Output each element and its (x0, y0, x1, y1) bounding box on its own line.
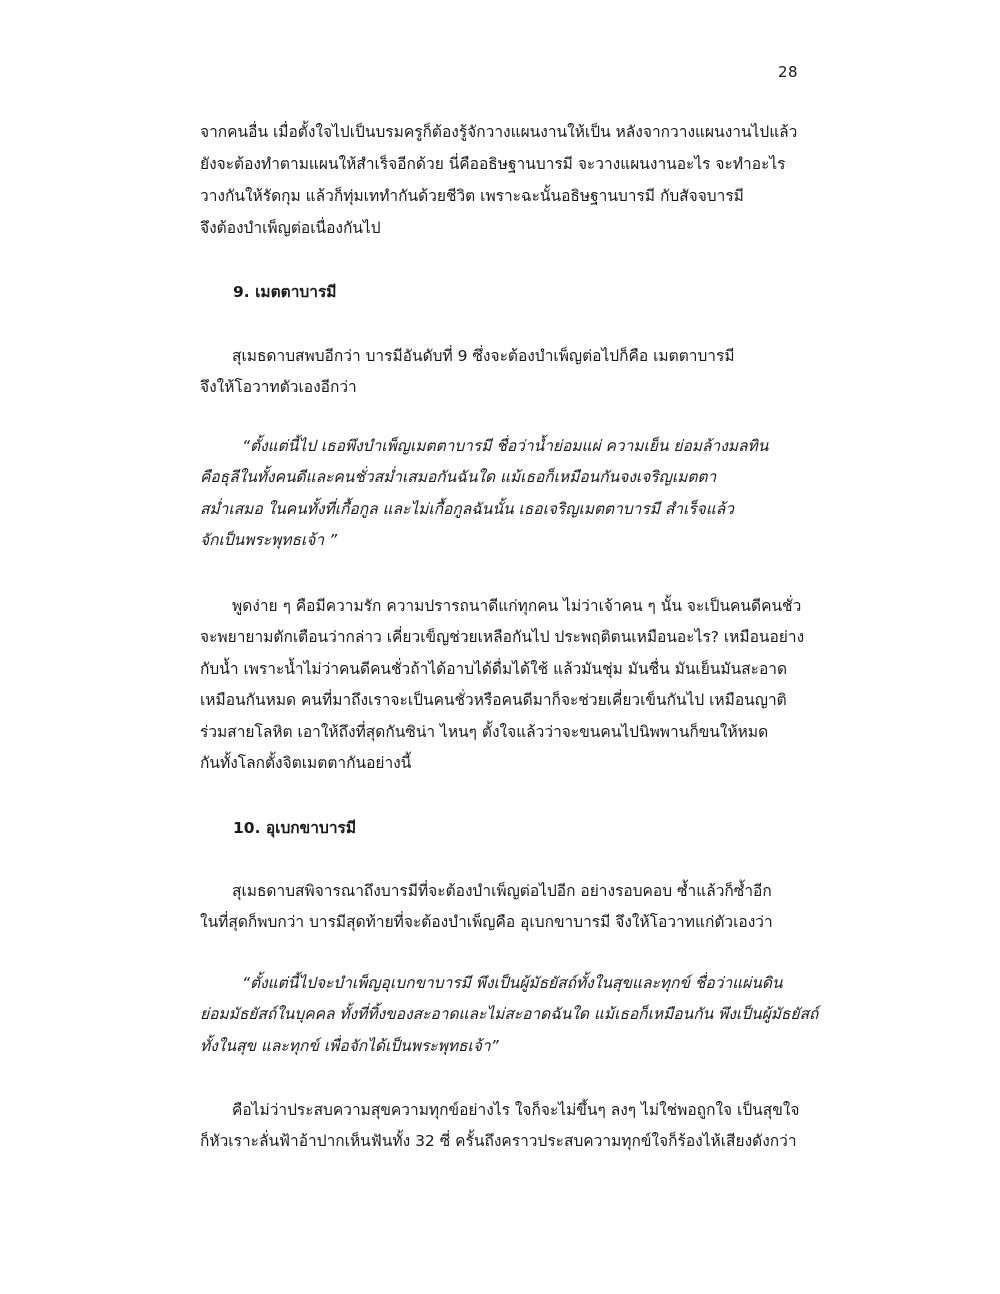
quote-9-line-3: สม่ำเสมอ ในคนทั้งที่เกื้อกูล และไม่เกื้อกูลฉันนั้น เธอเจริญเมตตาบารมี สำเร็จแล้ว (200, 500, 734, 518)
quote-10-line-1: “ตั้งแต่นี้ไปจะบำเพ็ญอุเบกขาบารมี พึงเป็นผู้มัธยัสถ์ทั้งในสุขและทุกข์ ชื่อว่าแผ่นดิน (242, 974, 783, 992)
quote-10-line-2: ย่อมมัธยัสถ์ในบุคคล ทั้งที่ทิ้งของสะอาดและไม่สะอาดฉันใด แม้เธอก็เหมือนกัน พึงเป็นผู้มัธยัสถ์ (200, 1005, 819, 1023)
quote-9-line-4: จักเป็นพระพุทธเจ้า ” (200, 531, 338, 549)
para-intro-line-2: ยังจะต้องทำตามแผนให้สำเร็จอีกด้วย นี่คืออธิษฐานบารมี จะวางแผนงานอะไร จะทำอะไร (200, 155, 786, 173)
para-9-explain-line-3: กับน้ำ เพราะน้ำไม่ว่าคนดีคนชั่วถ้าได้อาบได้ดื่มได้ใช้ แล้วมันชุ่ม มันชื่น มันเย็นมันสะอาด (200, 660, 788, 678)
para-9-explain-line-4: เหมือนกันหมด คนที่มาถึงเราจะเป็นคนชั่วหรือคนดีมาก็จะช่วยเคี่ยวเข็นกันไป เหมือนญาติ (200, 691, 787, 709)
para-9-explain-line-6: กันทั้งโลกตั้งจิตเมตตากันอย่างนี้ (200, 754, 412, 772)
heading-upekkha-barami: 10. อุเบกขาบารมี (233, 819, 357, 837)
para-9-explain-line-2: จะพยายามตักเตือนว่ากล่าว เคี่ยวเข็ญช่วยเหลือกันไป ประพฤติตนเหมือนอะไร? เหมือนอย่าง (200, 628, 805, 646)
page-number: 28 (778, 63, 799, 81)
quote-9-line-1: “ตั้งแต่นี้ไป เธอพึงบำเพ็ญเมตตาบารมี ชื่อว่าน้ำย่อมแผ่ ความเย็น ย่อมล้างมลทิน (242, 437, 769, 455)
para-10-intro-line-1: สุเมธดาบสพิจารณาถึงบารมีที่จะต้องบำเพ็ญต่อไปอีก อย่างรอบคอบ ซ้ำแล้วก็ซ้ำอีก (232, 882, 772, 900)
heading-metta-barami: 9. เมตตาบารมี (233, 283, 337, 301)
para-intro-line-3: วางกันให้รัดกุม แล้วก็ทุ่มเททำกันด้วยชีวิต เพราะฉะนั้นอธิษฐานบารมี กับสัจจบารมี (200, 187, 744, 205)
para-9-explain-line-1: พูดง่าย ๆ คือมีความรัก ความปรารถนาดีแก่ทุกคน ไม่ว่าเจ้าคน ๆ นั้น จะเป็นคนดีคนชั่ว (232, 597, 802, 615)
quote-9-line-2: คือธุลีในทั้งคนดีและคนชั่วสม่ำเสมอกันฉันใด แม้เธอก็เหมือนกันจงเจริญเมตตา (200, 468, 717, 486)
para-intro-line-1: จากคนอื่น เมื่อตั้งใจไปเป็นบรมครูก็ต้องรู้จักวางแผนงานให้เป็น หลังจากวางแผนงานไปแล้ว (200, 123, 798, 141)
para-10-intro-line-2: ในที่สุดก็พบกว่า บารมีสุดท้ายที่จะต้องบำเพ็ญคือ อุเบกขาบารมี จึงให้โอวาทแก่ตัวเองว่า (200, 913, 773, 931)
quote-10-line-3: ทั้งในสุข และทุกข์ เพื่อจักได้เป็นพระพุทธเจ้า” (200, 1037, 499, 1055)
para-9-intro-line-1: สุเมธดาบสพบอีกว่า บารมีอันดับที่ 9 ซึ่งจะต้องบำเพ็ญต่อไปก็คือ เมตตาบารมี (232, 347, 735, 365)
para-9-explain-line-5: ร่วมสายโลหิต เอาให้ถึงที่สุดกันซิน่า ไหนๆ ตั้งใจแล้วว่าจะขนคนไปนิพพานก็ขนให้หมด (200, 723, 769, 741)
para-9-intro-line-2: จึงให้โอวาทตัวเองอีกว่า (200, 378, 357, 396)
para-10-explain-line-1: คือไม่ว่าประสบความสุขความทุกข์อย่างไร ใจก็จะไม่ขึ้นๆ ลงๆ ไม่ใช่พอถูกใจ เป็นสุขใจ (232, 1101, 800, 1119)
para-10-explain-line-2: ก็หัวเราะลั่นฟ้าอ้าปากเห็นฟันทั้ง 32 ซี่ ครั้นถึงคราวประสบความทุกข์ใจก็ร้องไห้เสียงดังกว่า (200, 1132, 797, 1150)
para-intro-line-4: จึงต้องบำเพ็ญต่อเนื่องกันไป (200, 219, 381, 237)
